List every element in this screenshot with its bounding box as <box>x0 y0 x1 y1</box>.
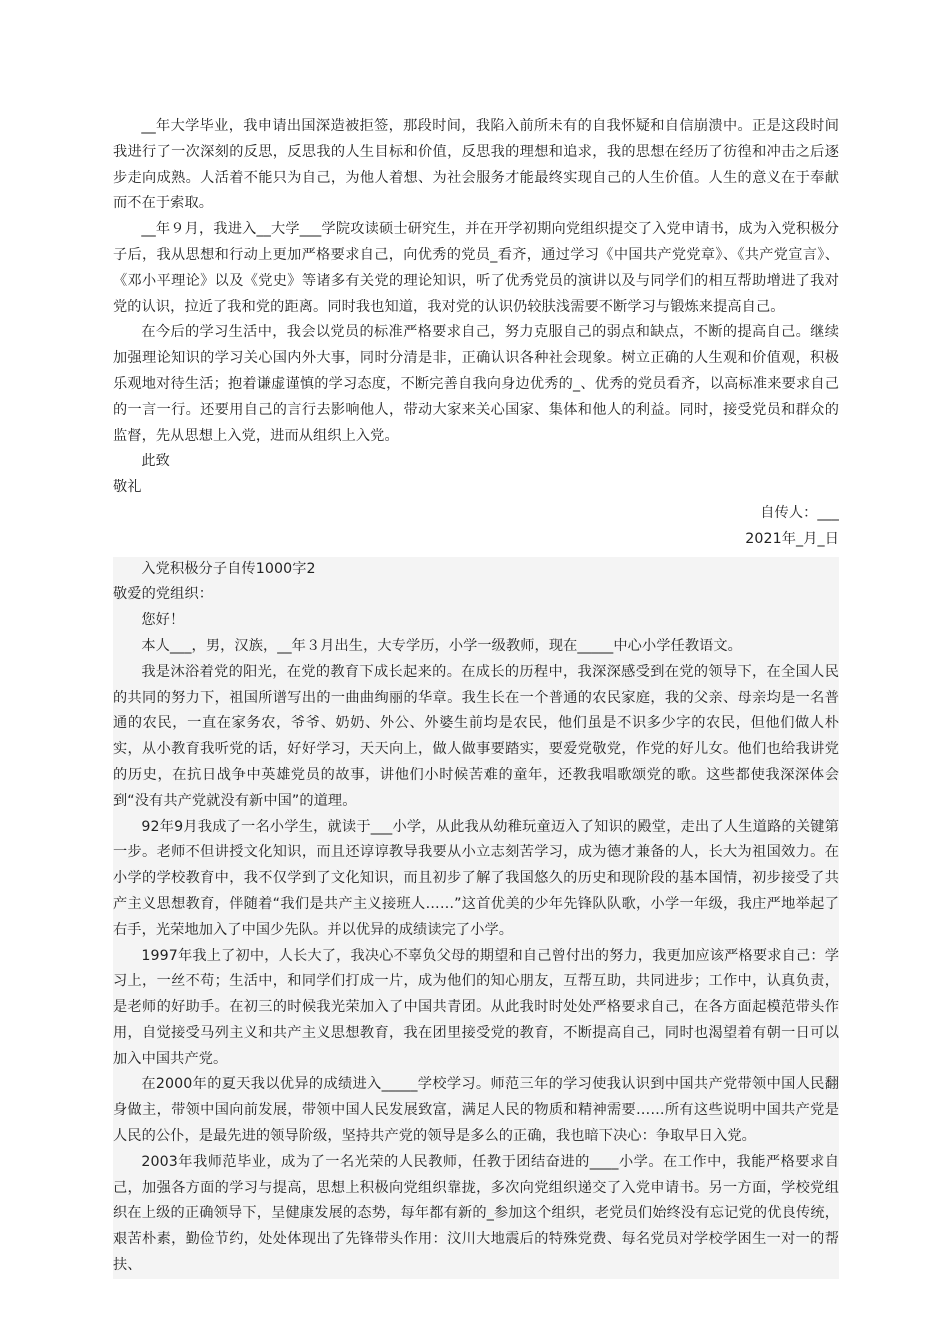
section-title: 入党积极分子自传1000字2 <box>113 557 839 583</box>
paragraph: 我是沐浴着党的阳光，在党的教育下成长起来的。在成长的历程中，我深深感受到在党的领导下，在全国人民的共同的努力下，祖国所谱写出的一曲曲绚丽的华章。我生长在一个普通的农民家庭，我的父亲、母亲均是一名普通的农民，一直在家务农，爷爷、奶奶、外公、外婆生前均是农民，他们虽是不识多少字的农民，但他们做人朴实，从小教育我听党的话，好好学习，天天向上，做人做事要踏实，要爱党敬党，作党的好儿女。他们也给我讲党的历史，在抗日战争中英雄党员的故事，讲他们小时候苦难的童年，还教我唱歌颂党的歌。这些都使我深深体会到“没有共产党就没有新中国”的道理。 <box>113 660 839 815</box>
signature-line: 自传人：___ <box>760 504 839 521</box>
autobiography-part-2 <box>113 557 839 1279</box>
paragraph: 2003年我师范毕业，成为了一名光荣的人民教师，任教于团结奋进的____小学。在工作中，我能严格要求自己，加强各方面的学习与提高，思想上积极向党组织靠拢，多次向党组织递交了入党申请书。另一方面，学校党组织在上级的正确领导下，呈健康发展的态势，每年都有新的_参加这个组织，老党员们始终没有忘记党的优良传统，艰苦朴素，勤俭节约，处处体现出了先锋带头作用：汶川大地震后的特殊党费、每名党员对学校学困生一对一的帮扶、 <box>113 1150 839 1279</box>
paragraph: 在2000年的夏天我以优异的成绩进入_____学校学习。师范三年的学习使我认识到中国共产党带领中国人民翻身做主，带领中国向前发展，带领中国人民发展致富，满足人民的物质和精神需要……所有这些说明中国共产党是人民的公仆，是最先进的领导阶级，坚持共产党的领导是多么的正确，我也暗下决心：争取早日入党。 <box>113 1072 839 1149</box>
paragraph: 92年9月我成了一名小学生，就读于___小学，从此我从幼稚玩童迈入了知识的殿堂，走出了人生道路的关键第一步。老师不但讲授文化知识，而且还谆谆教导我要从小立志刻苦学习，成为德才兼备的人，长大为祖国效力。在小学的学校教育中，我不仅学到了文化知识，而且初步了解了我国悠久的历史和现阶段的基本国情，初步接受了共产主义思想教育，伴随着“我们是共产主义接班人……”这首优美的少年先锋队队歌，小学一年级，我庄严地举起了右手，光荣地加入了中国少先队。并以优异的成绩读完了小学。 <box>113 815 839 944</box>
paragraph: __年大学毕业，我申请出国深造被拒签，那段时间，我陷入前所未有的自我怀疑和自信崩溃中。正是这段时间我进行了一次深刻的反思，反思我的人生目标和价值，反思我的理想和追求，我的思想在经历了彷徨和冲击之后逐步走向成熟。人活着不能只为自己，为他人着想、为社会服务才能最终实现自己的人生价值。人生的意义在于奉献而不在于索取。 <box>113 118 839 212</box>
document-page <box>113 114 839 1279</box>
closing-salute: 此致 <box>141 453 170 470</box>
paragraph: 在今后的学习生活中，我会以党员的标准严格要求自己，努力克服自己的弱点和缺点，不断的提高自己。继续加强理论知识的学习关心国内外大事，同时分清是非，正确认识各种社会现象。树立正确的人生观和价值观，积极乐观地对待生活；抱着谦虚谨慎的学习态度，不断完善自我向身边优秀的_、优秀的党员看齐，以高标准来要求自己的一言一行。还要用自己的言行去影响他人，带动大家来关心国家、集体和他人的利益。同时，接受党员和群众的监督，先从思想上入党，进而从组织上入党。 <box>113 324 839 444</box>
salutation: 敬爱的党组织： <box>113 582 839 608</box>
autobiography-part-1 <box>113 114 839 553</box>
date-line: 2021年_月_日 <box>745 530 839 547</box>
greeting: 您好！ <box>113 608 839 634</box>
paragraph: 1997年我上了初中，人长大了，我决心不辜负父母的期望和自己曾付出的努力，我更加应该严格要求自己：学习上，一丝不苟；生活中，和同学们打成一片，成为他们的知心朋友，互帮互助，共同进步；工作中，认真负责，是老师的好助手。在初三的时候我光荣加入了中国共青团。从此我时时处处严格要求自己，在各方面起模范带头作用，自觉接受马列主义和共产主义思想教育，我在团里接受党的教育，不断提高自己，同时也渴望着有朝一日可以加入中国共产党。 <box>113 944 839 1073</box>
closing-regards: 敬礼 <box>113 479 142 496</box>
paragraph: 本人___，男，汉族，__年３月出生，大专学历，小学一级教师，现在_____中心小学任教语文。 <box>113 634 839 660</box>
paragraph: __年９月，我进入__大学___学院攻读硕士研究生，并在开学初期向党组织提交了入党申请书，成为入党积极分子后，我从思想和行动上更加严格要求自己，向优秀的党员_看齐，通过学习《中国共产党党章》、《共产党宣言》、《邓小平理论》以及《党史》等诸多有关党的理论知识，听了优秀党员的演讲以及与同学们的相互帮助增进了我对党的认识，拉近了我和党的距离。同时我也知道，我对党的认识仍较肤浅需要不断学习与锻炼来提高自己。 <box>113 221 839 315</box>
